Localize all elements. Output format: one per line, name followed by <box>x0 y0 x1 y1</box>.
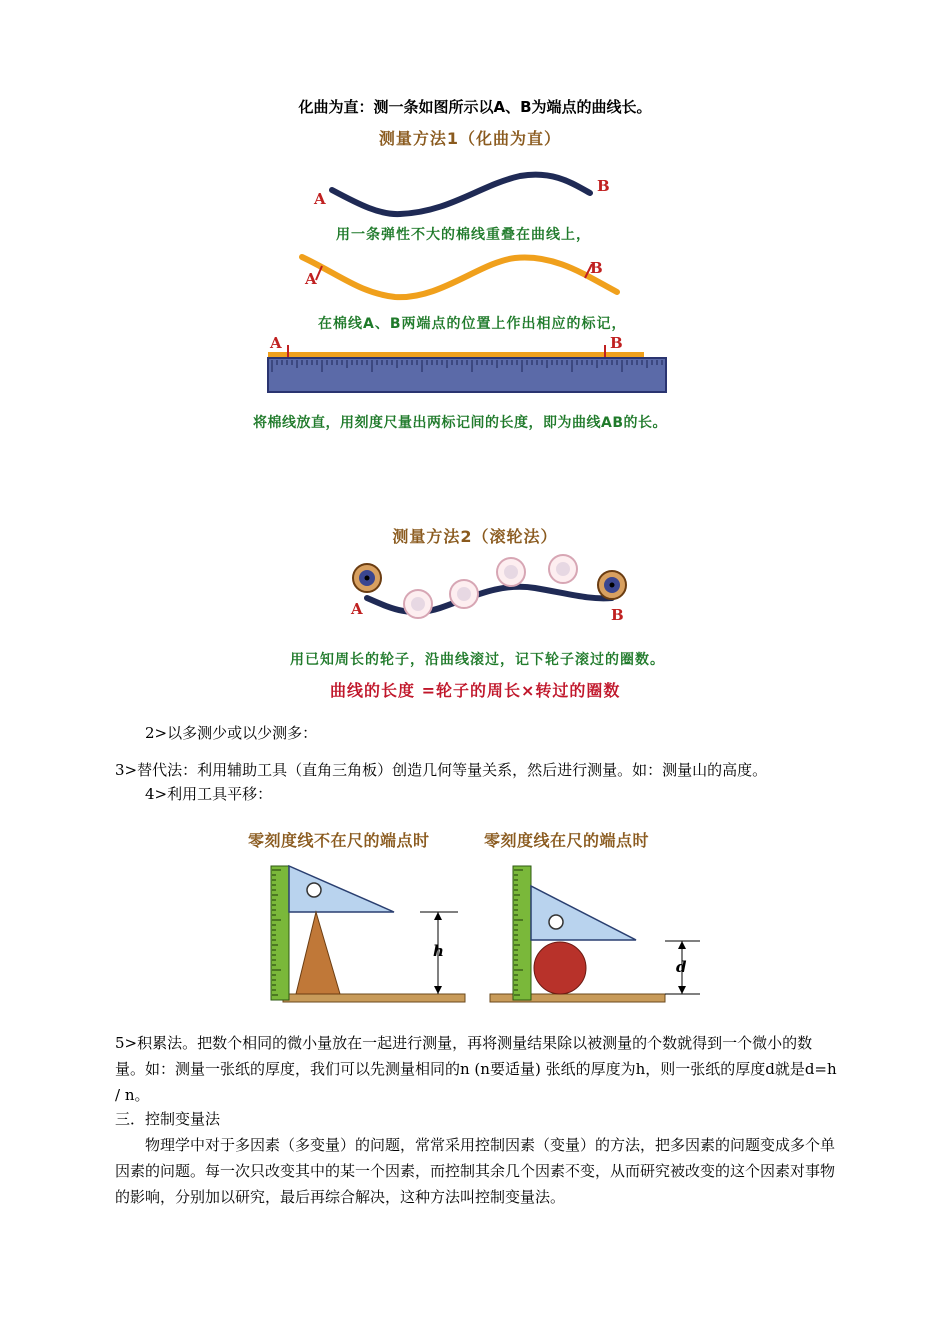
thread-label-b: B <box>590 259 603 277</box>
curve-label-a: A <box>314 190 326 208</box>
diameter-label-d: d <box>676 958 687 976</box>
translate-title-right: 零刻度线在尺的端点时 <box>484 831 650 850</box>
top-caption: 化曲为直：测一条如图所示以A、B为端点的曲线长。 <box>298 98 652 116</box>
item-4: 4>利用工具平移： <box>145 785 273 803</box>
thread-label-a: A <box>305 270 317 288</box>
curve-label-b: B <box>597 177 610 195</box>
translate-title-left: 零刻度线不在尺的端点时 <box>248 831 430 850</box>
ruler-label-a: A <box>270 334 282 352</box>
section-3-heading: 三．控制变量法 <box>115 1110 221 1128</box>
method1-step3: 将棉线放直，用刻度尺量出两标记间的长度，即为曲线AB的长。 <box>253 415 668 431</box>
height-label-h: h <box>433 942 444 960</box>
section-3-paragraph: 物理学中对于多因素（多变量）的问题，常常采用控制因素（变量）的方法，把多因素的问题变成多个单因素的问题。每一次只改变其中的某一个因素，而控制其余几个因素不变，从而研究被改变的这个因素对事物的影响，分别加以研究，最后再综合解决，这种方法叫控制变量法。 <box>115 1136 836 1206</box>
wheel-label-b: B <box>611 606 624 624</box>
method2-title: 测量方法2（滚轮法） <box>392 527 558 546</box>
item-2: 2>以多测少或以少测多： <box>145 724 318 742</box>
method1-step1: 用一条弹性不大的棉线重叠在曲线上， <box>336 227 591 243</box>
wheel-label-a: A <box>351 600 363 618</box>
ruler-label-b: B <box>610 334 623 352</box>
method1-title: 测量方法1（化曲为直） <box>378 129 562 148</box>
item-3: 3>替代法：利用辅助工具（直角三角板）创造几何等量关系，然后进行测量。如：测量山的高度。 <box>115 761 768 779</box>
item-5: 5>积累法。把数个相同的微小量放在一起进行测量，再将测量结果除以被测量的个数就得到一个微小的数量。如：测量一张纸的厚度，我们可以先测量相同的n (n要适量) 张纸的厚度为h，则一张纸的厚度d就是d=h / n。 <box>115 1034 837 1104</box>
method1-step2: 在棉线A、B两端点的位置上作出相应的标记， <box>318 316 627 332</box>
method2-formula: 曲线的长度 =轮子的周长×转过的圈数 <box>330 681 621 700</box>
method2-step1: 用已知周长的轮子，沿曲线滚过，记下轮子滚过的圈数。 <box>290 652 665 668</box>
